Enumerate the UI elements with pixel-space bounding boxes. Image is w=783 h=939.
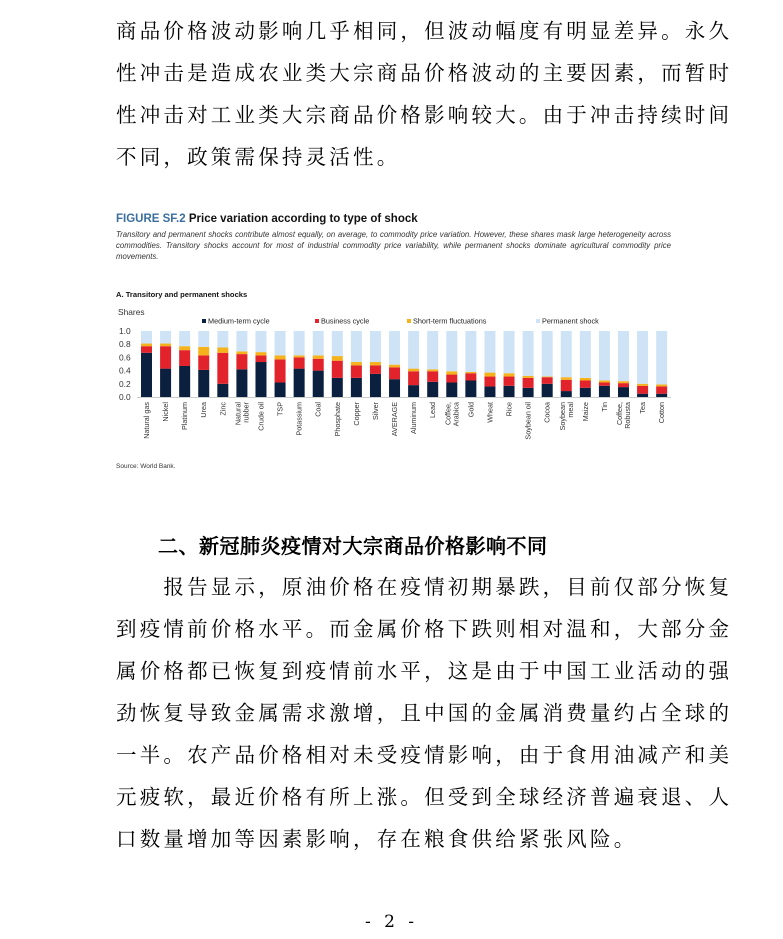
bar-segment-permanent-shock	[370, 331, 381, 362]
bars	[141, 331, 667, 397]
bar-segment-medium-term-cycle	[236, 369, 247, 397]
x-tick-label: Urea	[199, 402, 209, 418]
legend-label: Business cycle	[321, 316, 370, 326]
x-tick-label: Lead	[428, 402, 438, 418]
bar-segment-short-term-fluctuations	[446, 371, 457, 374]
bar-segment-permanent-shock	[484, 331, 495, 373]
x-tick-label: Gold	[466, 402, 476, 418]
x-tick-label: Wheat	[485, 402, 495, 423]
x-tick-label: Zinc	[218, 402, 228, 416]
bar-segment-business-cycle	[580, 381, 591, 388]
bar-segment-medium-term-cycle	[370, 374, 381, 397]
bar-segment-medium-term-cycle	[141, 353, 152, 397]
legend	[202, 317, 599, 326]
bar-segment-short-term-fluctuations	[599, 381, 610, 383]
bar-segment-short-term-fluctuations	[389, 365, 400, 368]
bar-segment-medium-term-cycle	[351, 378, 362, 397]
bar-segment-medium-term-cycle	[179, 366, 190, 397]
figure-title-text: Price variation according to type of shock	[188, 213, 418, 225]
x-tick-label: AVERAGE	[390, 402, 400, 437]
x-tick-label: rubber	[241, 402, 251, 423]
bar-segment-business-cycle	[465, 373, 476, 380]
bar-segment-medium-term-cycle	[389, 379, 400, 397]
paragraph-line: 到疫情前价格水平。而金属价格下跌则相对温和，大部分金	[116, 617, 733, 641]
bar-segment-business-cycle	[160, 346, 171, 368]
bar-segment-business-cycle	[351, 365, 362, 378]
bar-segment-medium-term-cycle	[504, 386, 515, 397]
x-tick-label: meal	[565, 402, 575, 418]
y-tick-label: 0.8	[119, 339, 131, 350]
bar-segment-medium-term-cycle	[275, 382, 286, 397]
bar-segment-business-cycle	[408, 371, 419, 385]
bar-segment-business-cycle	[599, 382, 610, 385]
x-tick-label: Silver	[370, 402, 380, 420]
x-tick-label: TSP	[275, 402, 285, 416]
bar-segment-medium-term-cycle	[408, 385, 419, 397]
bar-segment-business-cycle	[179, 350, 190, 366]
bar-segment-short-term-fluctuations	[656, 384, 667, 386]
bar-segment-business-cycle	[637, 386, 648, 394]
x-tick-label: Rice	[504, 402, 514, 417]
x-tick-label: Coffee,	[443, 402, 453, 426]
bar-segment-short-term-fluctuations	[141, 344, 152, 347]
legend-label: Permanent shock	[542, 316, 599, 326]
x-axis-labels	[142, 401, 666, 439]
bar-segment-permanent-shock	[389, 331, 400, 365]
bar-segment-short-term-fluctuations	[427, 369, 438, 371]
bar-segment-medium-term-cycle	[599, 386, 610, 397]
x-tick-label: Phosphate	[332, 402, 342, 437]
bar-segment-business-cycle	[484, 377, 495, 387]
bar-segment-permanent-shock	[275, 331, 286, 355]
bar-segment-business-cycle	[255, 355, 266, 362]
bar-segment-permanent-shock	[427, 331, 438, 369]
x-tick-label: Cotton	[657, 402, 667, 424]
paragraph-line: 报告显示，原油价格在疫情初期暴跌，目前仅部分恢复	[116, 575, 733, 599]
bar-segment-short-term-fluctuations	[313, 355, 324, 358]
bar-segment-business-cycle	[313, 359, 324, 371]
legend-swatch	[202, 319, 206, 323]
paragraph-line: 属价格都已恢复到疫情前水平，这是由于中国工业活动的强	[116, 659, 733, 683]
bar-segment-permanent-shock	[465, 331, 476, 372]
bar-segment-permanent-shock	[255, 331, 266, 352]
bar-segment-medium-term-cycle	[198, 370, 209, 397]
bar-segment-business-cycle	[275, 359, 286, 382]
legend-label: Short-term fluctuations	[413, 316, 487, 326]
bar-segment-business-cycle	[389, 367, 400, 379]
figure-label: FIGURE SF.2	[116, 213, 186, 225]
paragraph-line: 一半。农产品价格相对未受疫情影响，由于食用油减产和美	[116, 743, 733, 767]
bar-segment-business-cycle	[618, 383, 629, 387]
bar-segment-business-cycle	[446, 375, 457, 383]
y-axis-ticks	[119, 326, 131, 402]
bar-segment-short-term-fluctuations	[236, 351, 247, 354]
bar-segment-permanent-shock	[446, 331, 457, 371]
x-tick-label: Soybean oil	[523, 402, 533, 440]
bar-segment-business-cycle	[542, 377, 553, 384]
bar-segment-medium-term-cycle	[160, 369, 171, 397]
bar-segment-short-term-fluctuations	[408, 369, 419, 372]
bar-segment-short-term-fluctuations	[294, 355, 305, 357]
figure-title	[116, 213, 671, 225]
bar-segment-permanent-shock	[217, 331, 228, 348]
bar-segment-short-term-fluctuations	[370, 362, 381, 365]
x-tick-label: Natural	[233, 402, 243, 426]
x-tick-label: Coffee,	[615, 402, 624, 426]
figure-source: Source: World Bank.	[116, 463, 176, 470]
bar-segment-short-term-fluctuations	[332, 356, 343, 361]
bar-segment-permanent-shock	[656, 331, 667, 384]
legend-swatch	[315, 319, 319, 323]
legend-label: Medium-term cycle	[208, 316, 270, 326]
bar-segment-medium-term-cycle	[656, 394, 667, 397]
bar-segment-business-cycle	[523, 378, 534, 388]
bar-segment-short-term-fluctuations	[160, 344, 171, 347]
y-tick-label: 0.2	[119, 378, 131, 389]
bar-segment-short-term-fluctuations	[618, 381, 629, 383]
x-tick-label: Crude oil	[256, 402, 266, 431]
bar-segment-business-cycle	[370, 365, 381, 374]
paragraph-line: 口数量增加等因素影响，存在粮食供给紧张风险。	[116, 827, 638, 851]
bar-segment-short-term-fluctuations	[255, 352, 266, 355]
bar-segment-short-term-fluctuations	[351, 362, 362, 365]
bar-segment-short-term-fluctuations	[465, 372, 476, 373]
bar-segment-short-term-fluctuations	[198, 347, 209, 356]
bar-segment-business-cycle	[427, 371, 438, 382]
bar-segment-medium-term-cycle	[255, 362, 266, 397]
legend-swatch	[407, 319, 411, 323]
bar-segment-short-term-fluctuations	[179, 346, 190, 350]
x-tick-label: Cocoa	[542, 402, 552, 423]
bar-segment-permanent-shock	[179, 331, 190, 346]
bar-segment-business-cycle	[656, 386, 667, 393]
bar-segment-medium-term-cycle	[618, 387, 629, 397]
bar-segment-permanent-shock	[408, 331, 419, 369]
x-tick-label: Aluminum	[409, 402, 419, 434]
panel-title: A. Transitory and permanent shocks	[116, 290, 248, 299]
bar-segment-medium-term-cycle	[542, 384, 553, 397]
bar-segment-permanent-shock	[332, 331, 343, 356]
x-tick-label: Platinum	[180, 402, 190, 430]
bar-segment-short-term-fluctuations	[484, 373, 495, 377]
bar-segment-permanent-shock	[294, 331, 305, 355]
bar-segment-medium-term-cycle	[637, 394, 648, 397]
page-number: - 2 -	[364, 912, 419, 932]
bar-segment-short-term-fluctuations	[504, 373, 515, 376]
stacked-bar-chart	[116, 305, 671, 465]
x-tick-label: Robusta	[623, 402, 632, 429]
bar-segment-medium-term-cycle	[523, 388, 534, 397]
x-tick-label: Coal	[313, 402, 323, 417]
bar-segment-permanent-shock	[580, 331, 591, 378]
bar-segment-short-term-fluctuations	[561, 377, 572, 380]
bar-segment-permanent-shock	[351, 331, 362, 362]
paragraph-line: 不同，政策需保持灵活性。	[116, 145, 401, 169]
bar-segment-medium-term-cycle	[332, 378, 343, 397]
bar-segment-permanent-shock	[160, 331, 171, 344]
x-tick-label: Soybean	[557, 402, 567, 431]
bar-segment-business-cycle	[561, 380, 572, 391]
bar-segment-permanent-shock	[618, 331, 629, 381]
bar-segment-business-cycle	[332, 361, 343, 378]
bar-segment-permanent-shock	[637, 331, 648, 384]
y-axis-label: Shares	[118, 307, 145, 317]
bar-segment-medium-term-cycle	[561, 391, 572, 397]
paragraph-line: 性冲击对工业类大宗商品价格影响较大。由于冲击持续时间	[116, 103, 733, 127]
bar-segment-permanent-shock	[313, 331, 324, 355]
legend-swatch	[536, 319, 540, 323]
y-tick-label: 0.6	[119, 352, 131, 363]
bar-segment-permanent-shock	[561, 331, 572, 377]
bar-segment-short-term-fluctuations	[580, 378, 591, 381]
figure	[116, 213, 671, 470]
section-heading: 二、新冠肺炎疫情对大宗商品价格影响不同	[158, 534, 548, 558]
paragraph-line: 元疲软，最近价格有所上涨。但受到全球经济普遍衰退、人	[116, 785, 733, 809]
bar-segment-short-term-fluctuations	[275, 355, 286, 359]
bar-segment-business-cycle	[504, 377, 515, 386]
bar-segment-medium-term-cycle	[484, 386, 495, 397]
bar-segment-short-term-fluctuations	[542, 377, 553, 378]
bar-segment-business-cycle	[236, 354, 247, 369]
bar-segment-business-cycle	[141, 346, 152, 353]
bar-segment-medium-term-cycle	[217, 384, 228, 397]
paragraph-line: 商品价格波动影响几乎相同，但波动幅度有明显差异。永久	[116, 19, 733, 43]
x-tick-label: Potassium	[294, 402, 304, 436]
paragraph-line: 性冲击是造成农业类大宗商品价格波动的主要因素，而暂时	[116, 61, 733, 85]
y-tick-label: 1.0	[119, 326, 131, 336]
paragraph-1	[116, 10, 733, 178]
paragraph-2	[116, 566, 733, 860]
bar-segment-permanent-shock	[542, 331, 553, 377]
x-tick-label: Copper	[351, 402, 361, 426]
bar-segment-medium-term-cycle	[294, 369, 305, 397]
figure-caption: Transitory and permanent shocks contribute almost equally, on average, to commodity price variation. However, these shares mask large heterogeneity across commodities. Transitory shocks account for most of industrial commodity price variability, while permanent shocks dominate agricultural commodity price movements.	[116, 230, 671, 261]
bar-segment-medium-term-cycle	[446, 382, 457, 397]
y-tick-label: 0.4	[119, 365, 131, 376]
bar-segment-permanent-shock	[523, 331, 534, 376]
y-tick-label: 0.0	[119, 392, 131, 402]
x-tick-label: Maize	[580, 402, 590, 422]
bar-segment-permanent-shock	[504, 331, 515, 373]
bar-segment-business-cycle	[294, 357, 305, 368]
bar-segment-permanent-shock	[198, 331, 209, 347]
paragraph-line: 劲恢复导致金属需求激增，且中国的金属消费量约占全球的	[116, 701, 733, 725]
bar-segment-medium-term-cycle	[427, 382, 438, 397]
bar-segment-permanent-shock	[236, 331, 247, 351]
bar-segment-permanent-shock	[599, 331, 610, 381]
bar-segment-medium-term-cycle	[580, 388, 591, 397]
bar-segment-medium-term-cycle	[313, 371, 324, 397]
bar-segment-short-term-fluctuations	[637, 384, 648, 386]
bar-segment-medium-term-cycle	[465, 381, 476, 398]
x-tick-label: Tea	[638, 402, 648, 414]
x-tick-label: Tin	[599, 402, 609, 412]
x-tick-label: Natural gas	[142, 402, 151, 439]
bar-segment-business-cycle	[217, 353, 228, 384]
bar-segment-short-term-fluctuations	[523, 376, 534, 378]
x-tick-label: Arabica	[451, 402, 461, 427]
bar-segment-business-cycle	[198, 355, 209, 370]
bar-segment-permanent-shock	[141, 331, 152, 344]
x-tick-label: Nickel	[161, 402, 171, 422]
bar-segment-short-term-fluctuations	[217, 348, 228, 353]
